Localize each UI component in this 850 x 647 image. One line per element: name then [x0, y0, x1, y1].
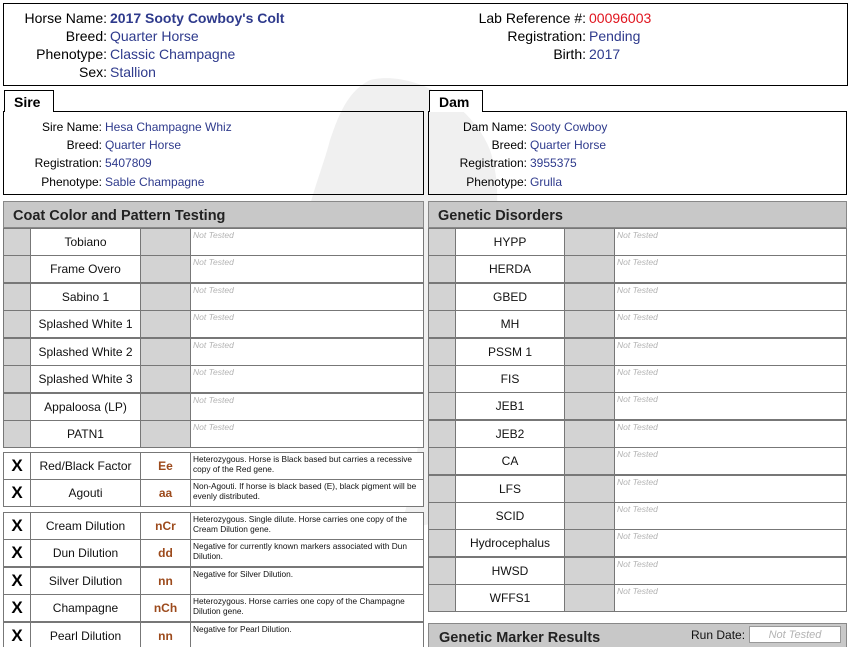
- disorder-row-genotype-cell: [564, 338, 615, 366]
- coat-row-check-cell: [3, 255, 31, 283]
- disorder-row-name: HYPP: [455, 228, 565, 256]
- genetic-marker-bar: [428, 623, 847, 647]
- coat-row-check-cell: [3, 228, 31, 256]
- coat-row-genotype-cell: [140, 255, 191, 283]
- coat-row-genotype: nn: [140, 622, 191, 647]
- disorder-row-genotype-cell: [564, 584, 615, 612]
- coat-row-check-cell: [3, 310, 31, 338]
- disorder-row-check-cell: [428, 283, 456, 311]
- disorder-row-result: Not Tested: [614, 420, 847, 448]
- registration-value: Pending: [589, 28, 641, 44]
- disorder-row-name: CA: [455, 447, 565, 475]
- disorder-row-genotype-cell: [564, 283, 615, 311]
- coat-row-result: Not Tested: [190, 310, 424, 338]
- coat-row-name: Appaloosa (LP): [30, 393, 141, 421]
- disorder-row-name: JEB1: [455, 392, 565, 420]
- lab-ref-value: 00096003: [589, 10, 652, 26]
- dam-breed-label: Breed:: [491, 138, 527, 152]
- breed-value: Quarter Horse: [110, 28, 199, 44]
- disorder-row-result: Not Tested: [614, 529, 847, 557]
- coat-row-result: Not Tested: [190, 420, 424, 448]
- disorder-row-result: Not Tested: [614, 447, 847, 475]
- disorder-row-check-cell: [428, 420, 456, 448]
- coat-row-check-cell: [3, 338, 31, 366]
- sire-registration-label: Registration:: [34, 156, 102, 170]
- disorder-row-check-cell: [428, 557, 456, 585]
- coat-row-x-mark: X: [3, 622, 31, 647]
- coat-row-genotype: nn: [140, 567, 191, 595]
- disorder-row-genotype-cell: [564, 310, 615, 338]
- disorder-row-check-cell: [428, 475, 456, 503]
- birth-value: 2017: [589, 46, 621, 62]
- disorder-row-check-cell: [428, 392, 456, 420]
- genetic-marker-title: Genetic Marker Results: [439, 630, 601, 646]
- coat-row-result: Not Tested: [190, 255, 424, 283]
- coat-row-name: Cream Dilution: [30, 512, 141, 540]
- disorder-row-genotype-cell: [564, 255, 615, 283]
- coat-row-genotype: Ee: [140, 452, 191, 480]
- coat-row-result: Not Tested: [190, 228, 424, 256]
- sex-value: Stallion: [110, 64, 156, 80]
- disorder-row-result: Not Tested: [614, 584, 847, 612]
- disorder-row-result: Not Tested: [614, 365, 847, 393]
- disorder-row-result: Not Tested: [614, 475, 847, 503]
- coat-row-genotype-cell: [140, 310, 191, 338]
- disorder-row-result: Not Tested: [614, 392, 847, 420]
- disorder-row-genotype-cell: [564, 529, 615, 557]
- disorder-row-genotype-cell: [564, 365, 615, 393]
- disorder-row-genotype-cell: [564, 475, 615, 503]
- sire-tab: Sire: [4, 90, 54, 112]
- coat-row-name: Splashed White 3: [30, 365, 141, 393]
- disorder-row-name: SCID: [455, 502, 565, 530]
- disorder-row-name: HWSD: [455, 557, 565, 585]
- horse-name-label: Horse Name:: [24, 10, 107, 26]
- coat-row-name: Red/Black Factor: [30, 452, 141, 480]
- coat-row-genotype-cell: [140, 338, 191, 366]
- disorder-row-result: Not Tested: [614, 228, 847, 256]
- disorder-row-check-cell: [428, 255, 456, 283]
- coat-row-description: Heterozygous. Horse carries one copy of the Champagne Dilution gene.: [190, 594, 424, 622]
- sire-phenotype-value: Sable Champagne: [105, 175, 205, 189]
- coat-row-genotype-cell: [140, 393, 191, 421]
- dam-name-label: Dam Name:: [462, 120, 527, 134]
- coat-row-genotype: nCh: [140, 594, 191, 622]
- sire-breed-value: Quarter Horse: [105, 138, 182, 152]
- sire-breed-label: Breed:: [66, 138, 102, 152]
- coat-row-name: Champagne: [30, 594, 141, 622]
- coat-row-description: Heterozygous. Horse is Black based but carries a recessive copy of the Red gene.: [190, 452, 424, 480]
- coat-row-genotype: dd: [140, 539, 191, 567]
- disorder-row-name: FIS: [455, 365, 565, 393]
- disorder-row-name: MH: [455, 310, 565, 338]
- horse-name-value: 2017 Sooty Cowboy's Colt: [110, 10, 285, 26]
- coat-row-x-mark: X: [3, 512, 31, 540]
- phenotype-label: Phenotype:: [36, 46, 107, 62]
- dam-registration-label: Registration:: [459, 156, 527, 170]
- disorder-row-result: Not Tested: [614, 310, 847, 338]
- disorder-row-check-cell: [428, 502, 456, 530]
- disorder-row-result: Not Tested: [614, 502, 847, 530]
- dam-breed-value: Quarter Horse: [530, 138, 607, 152]
- disorder-row-name: PSSM 1: [455, 338, 565, 366]
- sire-name-label: Sire Name:: [41, 120, 102, 134]
- disorder-row-name: JEB2: [455, 420, 565, 448]
- coat-row-name: Pearl Dilution: [30, 622, 141, 647]
- coat-row-check-cell: [3, 283, 31, 311]
- coat-row-description: Negative for Silver Dilution.: [190, 567, 424, 595]
- disorder-row-result: Not Tested: [614, 338, 847, 366]
- coat-row-genotype-cell: [140, 283, 191, 311]
- lab-ref-label: Lab Reference #:: [478, 10, 586, 26]
- coat-row-name: Agouti: [30, 479, 141, 507]
- phenotype-value: Classic Champagne: [110, 46, 236, 62]
- coat-row-name: PATN1: [30, 420, 141, 448]
- disorder-row-name: LFS: [455, 475, 565, 503]
- disorder-row-check-cell: [428, 529, 456, 557]
- coat-section-title: Coat Color and Pattern Testing: [3, 201, 424, 228]
- coat-row-x-mark: X: [3, 479, 31, 507]
- coat-row-name: Silver Dilution: [30, 567, 141, 595]
- dam-phenotype-value: Grulla: [530, 175, 563, 189]
- coat-row-result: Not Tested: [190, 283, 424, 311]
- coat-row-name: Tobiano: [30, 228, 141, 256]
- coat-row-result: Not Tested: [190, 338, 424, 366]
- birth-label: Birth:: [553, 46, 586, 62]
- coat-row-x-mark: X: [3, 567, 31, 595]
- disorder-row-name: Hydrocephalus: [455, 529, 565, 557]
- disorder-row-name: WFFS1: [455, 584, 565, 612]
- disorder-row-check-cell: [428, 584, 456, 612]
- coat-row-name: Splashed White 1: [30, 310, 141, 338]
- coat-row-description: Negative for currently known markers associated with Dun Dilution.: [190, 539, 424, 567]
- disorder-row-name: HERDA: [455, 255, 565, 283]
- sire-registration-value: 5407809: [105, 156, 152, 170]
- disorder-row-genotype-cell: [564, 228, 615, 256]
- disorder-row-genotype-cell: [564, 392, 615, 420]
- sex-label: Sex:: [78, 64, 107, 80]
- registration-label: Registration:: [507, 28, 586, 44]
- dam-tab: Dam: [429, 90, 483, 112]
- disorder-row-check-cell: [428, 310, 456, 338]
- coat-row-x-mark: X: [3, 539, 31, 567]
- disorder-row-result: Not Tested: [614, 255, 847, 283]
- breed-label: Breed:: [65, 28, 107, 44]
- coat-row-description: Non-Agouti. If horse is black based (E), black pigment will be evenly distributed.: [190, 479, 424, 507]
- coat-row-genotype: nCr: [140, 512, 191, 540]
- coat-row-description: Negative for Pearl Dilution.: [190, 622, 424, 647]
- coat-row-genotype-cell: [140, 420, 191, 448]
- coat-row-genotype: aa: [140, 479, 191, 507]
- coat-row-check-cell: [3, 365, 31, 393]
- disorder-row-result: Not Tested: [614, 557, 847, 585]
- disorder-row-genotype-cell: [564, 420, 615, 448]
- disorders-section-title: Genetic Disorders: [428, 201, 847, 228]
- disorder-row-name: GBED: [455, 283, 565, 311]
- dam-phenotype-label: Phenotype:: [466, 175, 527, 189]
- coat-row-result: Not Tested: [190, 393, 424, 421]
- dam-box: [428, 111, 847, 195]
- coat-row-name: Splashed White 2: [30, 338, 141, 366]
- disorder-row-check-cell: [428, 447, 456, 475]
- run-date-value: Not Tested: [749, 626, 841, 643]
- horse-info-header: [3, 3, 848, 86]
- disorder-row-genotype-cell: [564, 502, 615, 530]
- coat-row-genotype-cell: [140, 365, 191, 393]
- coat-row-description: Heterozygous. Single dilute. Horse carries one copy of the Cream Dilution gene.: [190, 512, 424, 540]
- dam-registration-value: 3955375: [530, 156, 577, 170]
- coat-row-genotype-cell: [140, 228, 191, 256]
- coat-row-check-cell: [3, 420, 31, 448]
- disorder-row-check-cell: [428, 365, 456, 393]
- coat-row-name: Sabino 1: [30, 283, 141, 311]
- disorder-row-genotype-cell: [564, 447, 615, 475]
- coat-row-x-mark: X: [3, 594, 31, 622]
- disorder-row-result: Not Tested: [614, 283, 847, 311]
- coat-row-x-mark: X: [3, 452, 31, 480]
- dam-name-value: Sooty Cowboy: [530, 120, 608, 134]
- disorder-row-check-cell: [428, 228, 456, 256]
- coat-row-name: Dun Dilution: [30, 539, 141, 567]
- coat-row-check-cell: [3, 393, 31, 421]
- sire-box: [3, 111, 424, 195]
- disorder-row-check-cell: [428, 338, 456, 366]
- coat-row-result: Not Tested: [190, 365, 424, 393]
- disorder-row-genotype-cell: [564, 557, 615, 585]
- sire-name-value: Hesa Champagne Whiz: [105, 120, 232, 134]
- run-date-label: Run Date:: [691, 628, 746, 642]
- sire-phenotype-label: Phenotype:: [41, 175, 102, 189]
- coat-row-name: Frame Overo: [30, 255, 141, 283]
